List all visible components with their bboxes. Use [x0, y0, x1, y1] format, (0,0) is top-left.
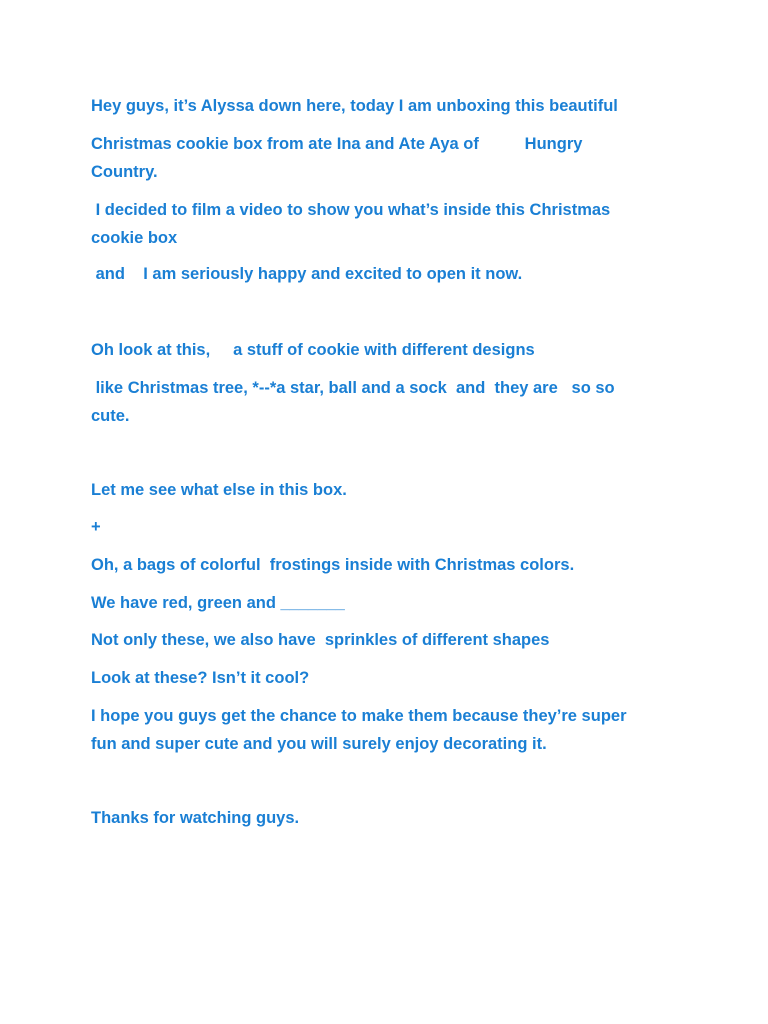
text-line: We have red, green and _______ [91, 594, 345, 612]
text-line: cookie box [91, 229, 178, 247]
text-line: Not only these, we also have sprinkles of different shapes [91, 631, 550, 649]
text-line: and I am seriously happy and excited to open it now. [91, 265, 523, 283]
text-line: Christmas cookie box from ate Ina and Ate Aya of Hungry [91, 135, 583, 153]
text-line: Thanks for watching guys. [91, 809, 300, 827]
text-line: Let me see what else in this box. [91, 481, 347, 499]
text-line: cute. [91, 407, 130, 425]
text-line: Hey guys, it’s Alyssa down here, today I am unboxing this beautiful [91, 97, 618, 115]
text-line: Country. [91, 163, 158, 181]
text-line: Look at these? Isn’t it cool? [91, 669, 310, 687]
text-line: I hope you guys get the chance to make them because they’re super [91, 707, 627, 725]
text-line: I decided to film a video to show you what’s inside this Christmas [91, 201, 611, 219]
text-line: Oh, a bags of colorful frostings inside with Christmas colors. [91, 556, 575, 574]
text-line: + [91, 518, 101, 536]
text-line: Oh look at this, a stuff of cookie with different designs [91, 341, 535, 359]
text-line: like Christmas tree, *--*a star, ball and a sock and they are so so [91, 379, 615, 397]
text-line: fun and super cute and you will surely enjoy decorating it. [91, 735, 547, 753]
